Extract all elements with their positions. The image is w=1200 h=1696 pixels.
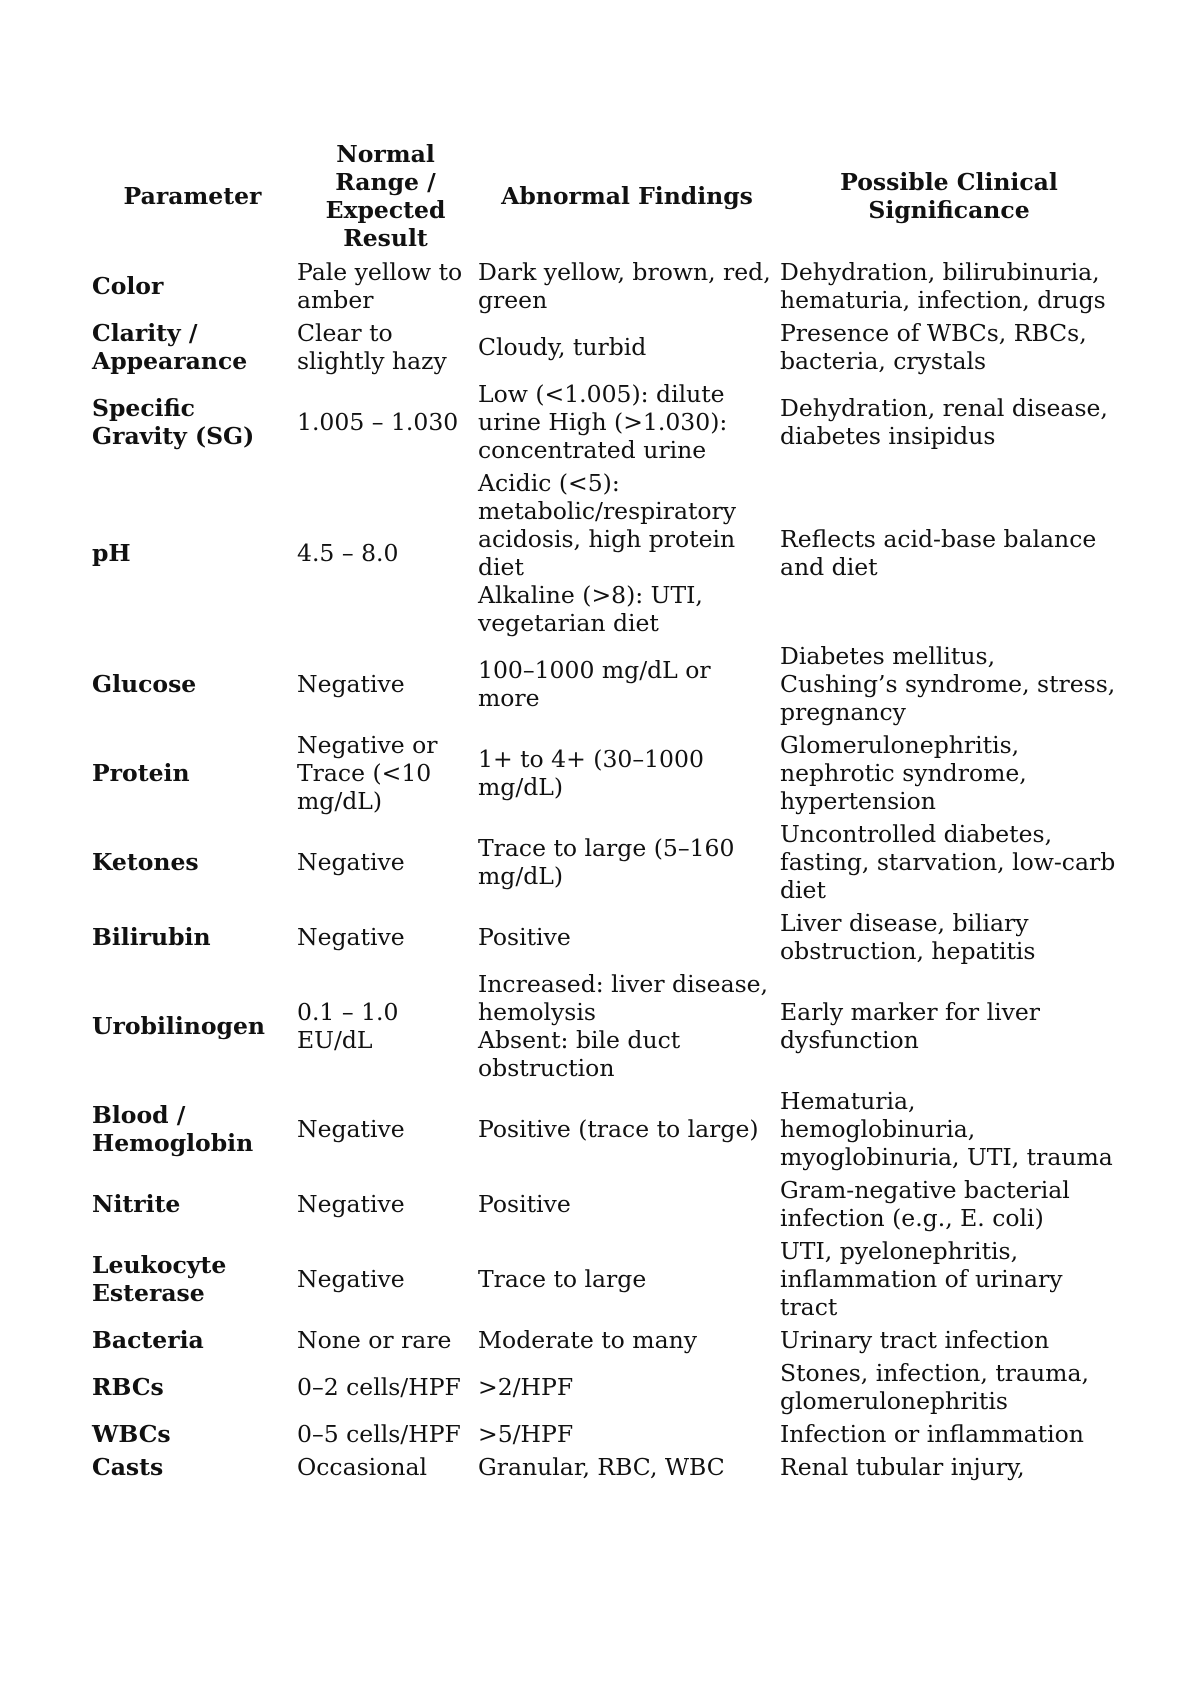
parameter-cell: Bacteria [92, 1326, 204, 1354]
normal-range-cell: 4.5 – 8.0 [297, 539, 399, 567]
parameter-cell: Ketones [92, 848, 199, 876]
normal-range-cell: None or rare [297, 1326, 452, 1354]
table-row [90, 256, 1120, 317]
clinical-significance-cell: Diabetes mellitus, Cushing’s syndrome, stress, pregnancy [780, 642, 1116, 726]
normal-range-cell: Negative [297, 670, 405, 698]
normal-range-cell: 1.005 – 1.030 [297, 408, 459, 436]
parameter-cell: Urobilinogen [92, 1012, 265, 1040]
table-header [90, 140, 1120, 256]
abnormal-finding-line: Trace to large [478, 1265, 647, 1293]
table-row [90, 640, 1120, 729]
header-row [90, 140, 1120, 256]
clinical-significance-cell: Stones, infection, trauma, glomerulonephritis [780, 1359, 1089, 1415]
parameter-cell: Specific Gravity (SG) [92, 394, 255, 450]
table-row [90, 1357, 1120, 1418]
abnormal-findings-cell [476, 818, 778, 907]
abnormal-findings-cell [476, 1418, 778, 1451]
table-row [90, 907, 1120, 968]
parameter-cell: Bilirubin [92, 923, 211, 951]
abnormal-finding-line: 1+ to 4+ (30–1000 mg/dL) [478, 745, 704, 801]
abnormal-findings-cell [476, 907, 778, 968]
normal-range-cell: Negative [297, 1190, 405, 1218]
normal-range-cell: Negative [297, 1265, 405, 1293]
normal-range-cell: Pale yellow to amber [297, 258, 463, 314]
clinical-significance-cell: Hematuria, hemoglobinuria, myoglobinuria, UTI, trauma [780, 1087, 1113, 1171]
abnormal-finding-line: Dark yellow, brown, red, green [478, 258, 771, 314]
abnormal-findings-cell [476, 1324, 778, 1357]
parameter-cell: Clarity / Appearance [92, 319, 248, 375]
abnormal-findings-cell [476, 1357, 778, 1418]
abnormal-findings-cell [476, 1235, 778, 1324]
clinical-significance-cell: UTI, pyelonephritis, inflammation of urinary tract [780, 1237, 1063, 1321]
clinical-significance-cell: Infection or inflammation [780, 1420, 1084, 1448]
abnormal-findings-cell [476, 968, 778, 1085]
table-row [90, 968, 1120, 1085]
abnormal-finding-line: Low (<1.005): dilute urine High (>1.030): concentrated urine [478, 380, 728, 464]
clinical-significance-cell: Glomerulonephritis, nephrotic syndrome, hypertension [780, 731, 1027, 815]
header-abnormal-findings: Abnormal Findings [501, 182, 753, 210]
table-row [90, 1418, 1120, 1451]
urinalysis-table [90, 140, 1120, 1484]
parameter-cell: RBCs [92, 1373, 164, 1401]
abnormal-finding-line: Absent: bile duct obstruction [478, 1026, 681, 1082]
table-row [90, 818, 1120, 907]
clinical-significance-cell: Dehydration, renal disease, diabetes insipidus [780, 394, 1108, 450]
clinical-significance-cell: Gram-negative bacterial infection (e.g., E. coli) [780, 1176, 1070, 1232]
abnormal-finding-line: Positive [478, 1190, 571, 1218]
abnormal-finding-line: >2/HPF [478, 1373, 574, 1401]
abnormal-finding-line: Trace to large (5–160 mg/dL) [478, 834, 735, 890]
clinical-significance-cell: Dehydration, bilirubinuria, hematuria, infection, drugs [780, 258, 1106, 314]
table-row [90, 1451, 1120, 1484]
clinical-significance-cell: Early marker for liver dysfunction [780, 998, 1041, 1054]
clinical-significance-cell: Urinary tract infection [780, 1326, 1050, 1354]
parameter-cell: Nitrite [92, 1190, 181, 1218]
table-body [90, 256, 1120, 1484]
table-row [90, 1324, 1120, 1357]
abnormal-finding-line: Positive [478, 923, 571, 951]
abnormal-finding-line: Increased: liver disease, hemolysis [478, 970, 769, 1026]
abnormal-findings-cell [476, 640, 778, 729]
document-page [90, 140, 1120, 1484]
abnormal-findings-cell [476, 378, 778, 467]
abnormal-finding-line: Positive (trace to large) [478, 1115, 759, 1143]
abnormal-findings-cell [476, 729, 778, 818]
normal-range-cell: 0.1 – 1.0 EU/dL [297, 998, 399, 1054]
clinical-significance-cell: Uncontrolled diabetes, fasting, starvation, low-carb diet [780, 820, 1116, 904]
parameter-cell: Glucose [92, 670, 197, 698]
normal-range-cell: Negative [297, 923, 405, 951]
parameter-cell: WBCs [92, 1420, 171, 1448]
parameter-cell: Leukocyte Esterase [92, 1251, 227, 1307]
abnormal-findings-cell [476, 1451, 778, 1484]
normal-range-cell: Negative [297, 848, 405, 876]
table-row [90, 1174, 1120, 1235]
abnormal-finding-line: Granular, RBC, WBC [478, 1453, 725, 1481]
clinical-significance-cell: Renal tubular injury, [780, 1453, 1025, 1481]
abnormal-finding-line: 100–1000 mg/dL or more [478, 656, 711, 712]
header-parameter: Parameter [123, 182, 262, 210]
table-row [90, 729, 1120, 818]
abnormal-finding-line: Moderate to many [478, 1326, 697, 1354]
abnormal-findings-cell [476, 1174, 778, 1235]
clinical-significance-cell: Liver disease, biliary obstruction, hepatitis [780, 909, 1036, 965]
parameter-cell: Casts [92, 1453, 164, 1481]
table-row [90, 1235, 1120, 1324]
normal-range-cell: Clear to slightly hazy [297, 319, 447, 375]
parameter-cell: Protein [92, 759, 190, 787]
abnormal-finding-line: >5/HPF [478, 1420, 574, 1448]
normal-range-cell: Negative [297, 1115, 405, 1143]
abnormal-finding-line: Acidic (<5): metabolic/respiratory acidosis, high protein diet [478, 469, 737, 581]
abnormal-finding-line: Cloudy, turbid [478, 333, 647, 361]
clinical-significance-cell: Presence of WBCs, RBCs, bacteria, crystals [780, 319, 1087, 375]
table-row [90, 1085, 1120, 1174]
abnormal-findings-cell [476, 317, 778, 378]
parameter-cell: pH [92, 539, 131, 567]
normal-range-cell: 0–2 cells/HPF [297, 1373, 461, 1401]
abnormal-findings-cell [476, 1085, 778, 1174]
normal-range-cell: 0–5 cells/HPF [297, 1420, 461, 1448]
table-row [90, 378, 1120, 467]
normal-range-cell: Occasional [297, 1453, 427, 1481]
table-row [90, 467, 1120, 640]
parameter-cell: Blood / Hemoglobin [92, 1101, 254, 1157]
abnormal-findings-cell [476, 467, 778, 640]
parameter-cell: Color [92, 272, 164, 300]
abnormal-finding-line: Alkaline (>8): UTI, vegetarian diet [478, 581, 703, 637]
header-clinical-significance: Possible Clinical Significance [840, 168, 1058, 224]
clinical-significance-cell: Reflects acid-base balance and diet [780, 525, 1097, 581]
abnormal-findings-cell [476, 256, 778, 317]
normal-range-cell: Negative or Trace (<10 mg/dL) [297, 731, 438, 815]
table-row [90, 317, 1120, 378]
header-normal-range: Normal Range / Expected Result [325, 140, 446, 252]
